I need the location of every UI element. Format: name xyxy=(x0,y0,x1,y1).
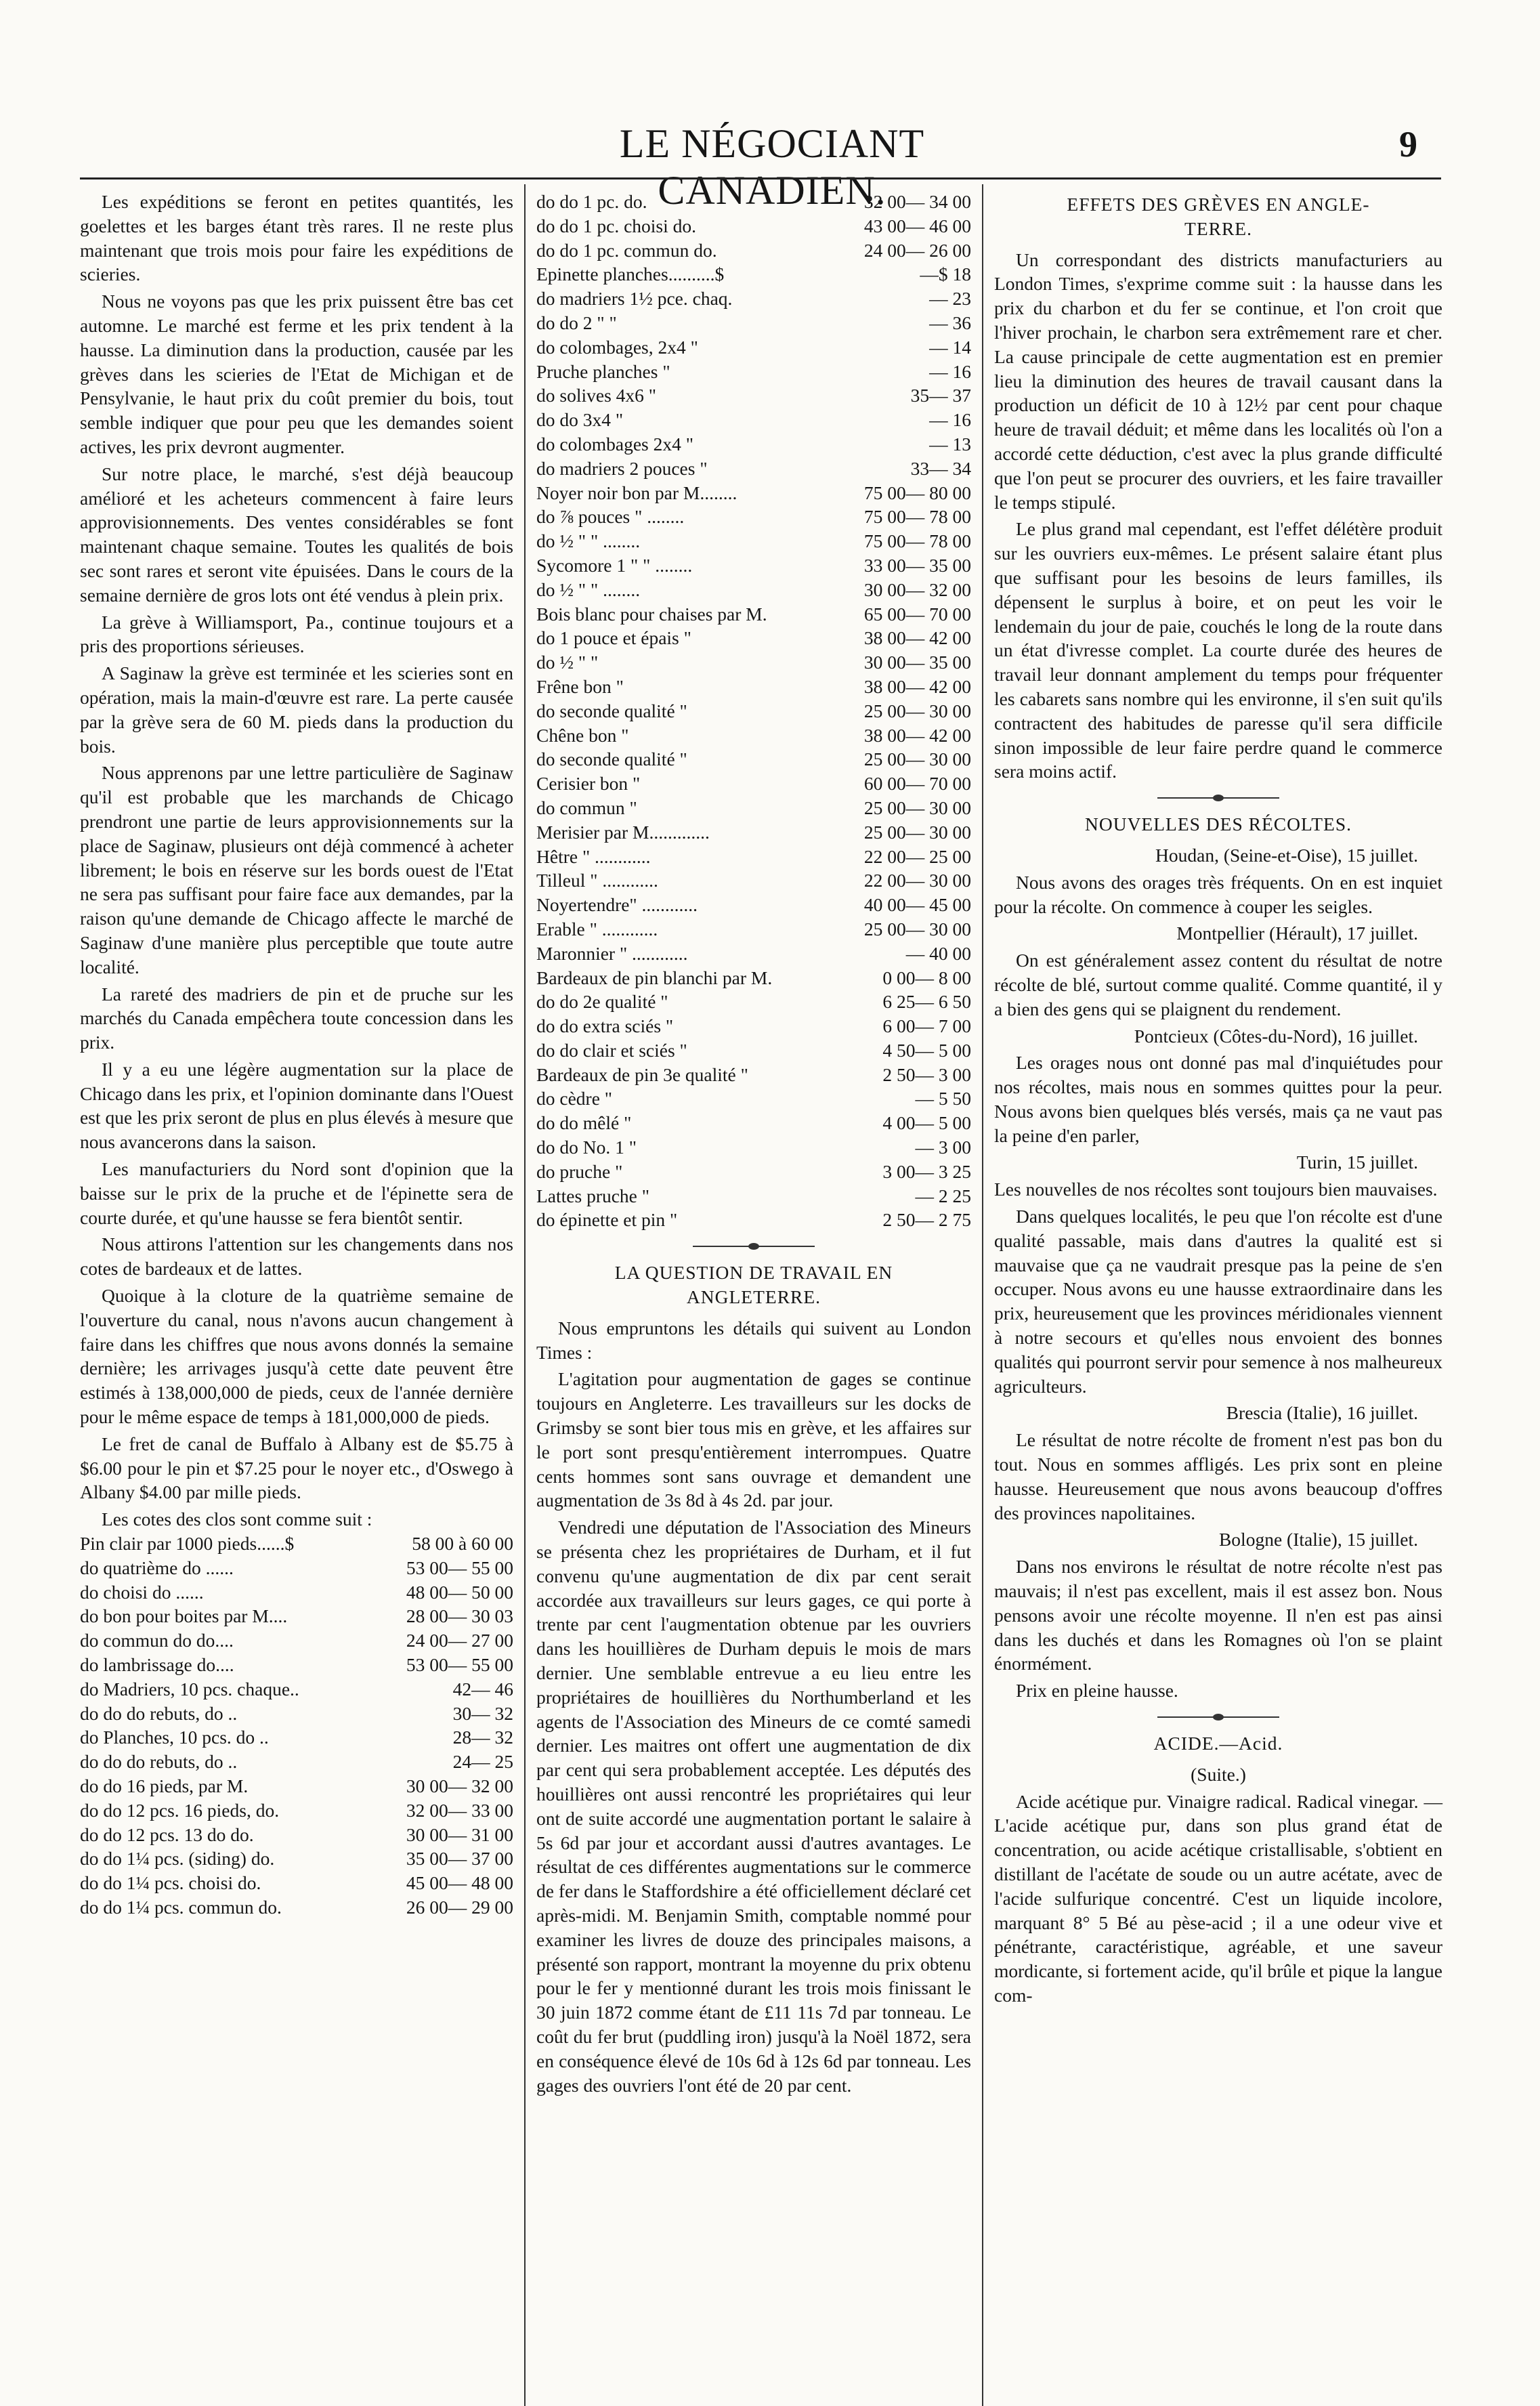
price-row xyxy=(80,1580,513,1605)
price-value: — 16 xyxy=(929,360,971,382)
price-value: — 13 xyxy=(929,433,971,455)
price-value: 25 00— 30 00 xyxy=(863,797,971,818)
price-value: 26 00— 29 00 xyxy=(406,1896,513,1918)
paragraph: La grève à Williamsport, Pa., continue toujours et a pris des proportions sérieuses. xyxy=(80,611,513,657)
price-value: — 2 25 xyxy=(915,1185,971,1206)
price-item: do ½ " " ........ xyxy=(536,578,641,600)
heading-line: LA QUESTION DE TRAVAIL EN xyxy=(614,1262,893,1284)
column-3 xyxy=(994,190,1442,2008)
heading-line: TERRE. xyxy=(1184,217,1252,239)
price-row xyxy=(536,578,971,602)
paragraph: Nous empruntons les détails qui suivent au London Times : xyxy=(536,1317,971,1363)
price-item: do do No. 1 " xyxy=(536,1137,637,1158)
price-row xyxy=(536,335,971,360)
price-table-bois xyxy=(536,190,971,1232)
price-item: do madriers 2 pouces " xyxy=(536,457,708,479)
price-row xyxy=(80,1532,513,1556)
price-item: do ½ " " ........ xyxy=(536,530,641,552)
price-row xyxy=(80,1628,513,1653)
price-value: 30 00— 31 00 xyxy=(406,1823,513,1845)
price-row xyxy=(536,457,971,481)
paragraph: Les expéditions se feront en petites quantités, les goelettes et les barges étant très rares. Il ne reste plus maintenant que trois mois pour faire les expéditions de scieries. xyxy=(80,191,513,285)
price-row xyxy=(536,893,971,917)
price-item: Chêne bon " xyxy=(536,724,629,746)
price-value: 35— 37 xyxy=(910,385,971,406)
paragraph: Dans quelques localités, le peu que l'on récolte est d'une qualité passable, mais dans d'autres la qualité est si mauvaise que ça ne vaudrait presque pas la peine de s'en occuper. Nous avons eu une hausse extraordinaire dans les prix, heureusement que les provinces méridionales viennent à notre secours et qu'elles nous envoient des bonnes qualités qui pourront servir pour semence à nos malheureux agriculteurs. xyxy=(994,1206,1442,1397)
price-row xyxy=(80,1702,513,1726)
price-item: do cèdre " xyxy=(536,1088,613,1110)
paragraph: Nous ne voyons pas que les prix puissent être bas cet automne. Le marché est ferme et les prix tendent à la hausse. La diminution dans la production, causée par les grèves dans les scieries de l'Etat de Michigan et de Pensylvanie, le haut prix du coût premier du bois, tout semble indiquer que pour peu que les demandes soient actives, les prix devront augmenter. xyxy=(80,291,513,457)
dateline: Pontcieux (Côtes-du-Nord), 16 juillet. xyxy=(1134,1025,1418,1047)
price-item: do colombages 2x4 " xyxy=(536,433,693,455)
price-row xyxy=(536,650,971,675)
paragraph: Prix en pleine hausse. xyxy=(1016,1680,1178,1702)
column-2 xyxy=(536,190,971,2097)
price-row xyxy=(80,1604,513,1628)
paragraph: La rareté des madriers de pin et de pruche sur les marchés du Canada empêchera toute concession dans les prix. xyxy=(80,983,513,1053)
price-value: 24— 25 xyxy=(452,1751,513,1773)
price-row xyxy=(536,214,971,238)
paragraph: Le résultat de notre récolte de froment n'est pas bon du tout. Nous en sommes affligés. Les prix sont en pleine hausse. Heureusement que nous avons beaucoup d'offres des provinces napolitaines. xyxy=(994,1429,1442,1523)
price-item: do choisi do ...... xyxy=(80,1581,204,1603)
price-item: do do do rebuts, do .. xyxy=(80,1702,238,1724)
page-number: 9 xyxy=(1399,124,1417,165)
paragraph: Les cotes des clos sont comme suit : xyxy=(102,1508,372,1530)
price-value: 3 00— 3 25 xyxy=(882,1160,971,1182)
dateline: Houdan, (Seine-et-Oise), 15 juillet. xyxy=(1155,844,1418,866)
price-row xyxy=(536,360,971,384)
paragraph: Vendredi une députation de l'Association des Mineurs se présenta chez les propriétaires de Durham, et il fut convenu qu'une augmentation de dix par cent serait accordée aux travailleurs sur leurs gages, ce qui porte à trente par cent l'augmentation obtenue par les ouvriers dans les houillières de Durham depuis le mois de mars dernier. Une semblable entrevue a eu lieu entre les propriétaires de houillières du Northumberland et les agents de l'Association des Mineurs de ce comté samedi dernier. Les maitres ont offert une augmentation de dix par cent qui sera probablement acceptée. Les députés des houillières ont aussi rencontré les propriétaires qui leur ont de suite accordé une augmentation portant le salaire à 5s 6d par jour et accordant aussi d'autres avantages. Le résultat de ces différentes augmentations sur le commerce de fer dans le Staffordshire a été officiellement déclaré cet après-midi. M. Benjamin Smith, comptable nommé pour examiner les livres de douze des principales maisons, a présenté son rapport, montrant la moyenne du prix obtenu pour le fer y mentionné durant les trois mois finissant le 30 juin 1872 comme étant de £11 11s 7d par tonneau. Le coût du fer brut (puddling iron) jusqu'à la Noël 1872, sera en conséquence élevé de 10s 6d à 12s 6d par tonneau. Les gages des ouvriers l'ont été de 20 par cent. xyxy=(536,1517,971,2096)
price-item: do do 2e qualité " xyxy=(536,991,668,1013)
price-item: Merisier par M............. xyxy=(536,821,710,843)
paragraph: A Saginaw la grève est terminée et les scieries sont en opération, mais la main-d'œuvre est rare. La perte causée par la grève sera de 60 M. pieds dans la production du bois. xyxy=(80,662,513,757)
paragraph: Le plus grand mal cependant, est l'effet délétère produit sur les ouvriers eux-mêmes. Le présent salaire étant plus que suffisant pour les besoins de leurs familles, ils dépensent le surplus à boire, et on peut les voir le lendemain du jour de paie, couchés le long de la route dans un état d'ivresse complet. La courte durée des heures de travail leur donnant amplement du temps pour fréquenter les cabarets sans nombre qui les environne, il s'en suit qu'ils contractent des habitudes de paresse qu'il sera difficile sinon impossible de leur faire perdre quand le commerce sera moins actif. xyxy=(994,518,1442,782)
price-item: do do 1 pc. choisi do. xyxy=(536,215,697,236)
price-item: Epinette planches..........$ xyxy=(536,263,725,285)
price-value: 24 00— 27 00 xyxy=(406,1630,513,1651)
price-row xyxy=(536,1135,971,1160)
price-item: do do 1¼ pcs. commun do. xyxy=(80,1896,282,1918)
price-item: Maronnier " ............ xyxy=(536,942,688,964)
price-value: 32 00— 33 00 xyxy=(406,1799,513,1821)
price-value: 75 00— 78 00 xyxy=(863,530,971,552)
paragraph: Nous apprenons par une lettre particulière de Saginaw qu'il est probable que les marchands de Chicago prendront une partie de leurs approvisionnements sur la place de Saginaw, plusieurs ont déjà commencé à acheter librement; le bois en réserve sur les bords ouest de l'Etat ne sera pas suffisant pour faire face aux demandes, par la raison qu'une demande de Chicago affecte le marché de Saginaw d'une manière plus perceptible que toute autre localité. xyxy=(80,762,513,977)
price-item: do 1 pouce et épais " xyxy=(536,627,691,649)
price-item: do ⅞ pouces " ........ xyxy=(536,506,685,528)
price-row xyxy=(536,287,971,311)
price-value: 75 00— 80 00 xyxy=(863,482,971,503)
price-row xyxy=(536,990,971,1014)
price-row xyxy=(80,1774,513,1798)
paragraph: Nous avons des orages très fréquents. On en est inquiet pour la récolte. On commence à couper les seigles. xyxy=(994,871,1442,917)
price-item: Pruche planches " xyxy=(536,360,670,382)
price-value: — 36 xyxy=(929,312,971,333)
price-value: 35 00— 37 00 xyxy=(406,1848,513,1870)
price-item: do do clair et sciés " xyxy=(536,1039,687,1061)
price-value: 25 00— 30 00 xyxy=(863,821,971,843)
price-value: 2 50— 2 75 xyxy=(882,1209,971,1231)
price-value: 45 00— 48 00 xyxy=(406,1872,513,1894)
price-value: 6 25— 6 50 xyxy=(882,991,971,1013)
price-item: do do 12 pcs. 13 do do. xyxy=(80,1823,254,1845)
price-row xyxy=(536,383,971,408)
price-item: do commun " xyxy=(536,797,637,818)
paragraph: Nous attirons l'attention sur les changements dans nos cotes de bardeaux et de lattes. xyxy=(80,1233,513,1280)
price-row xyxy=(80,1823,513,1847)
price-item: do do 2 " " xyxy=(536,312,617,333)
price-value: 38 00— 42 00 xyxy=(863,724,971,746)
price-row xyxy=(536,1014,971,1038)
price-row xyxy=(536,1086,971,1111)
price-value: 25 00— 30 00 xyxy=(863,748,971,770)
paragraph: Sur notre place, le marché, s'est déjà beaucoup amélioré et les acheteurs commencent à faire leurs approvisionnements. Des ventes considérables se font maintenant chaque semaine. Toutes les qualités de bois sec sont rares et seront vite épuisées. Dans le cours de la semaine dernière de gros lots ont été vendus à plein prix. xyxy=(80,463,513,606)
price-row xyxy=(536,432,971,457)
price-value: 38 00— 42 00 xyxy=(863,627,971,649)
price-item: do do 1¼ pcs. choisi do. xyxy=(80,1872,261,1894)
price-item: do do 16 pieds, par M. xyxy=(80,1775,249,1796)
price-value: 53 00— 55 00 xyxy=(406,1557,513,1578)
heading-line: EFFETS DES GRÈVES EN ANGLE- xyxy=(1067,194,1370,215)
price-value: 32 00— 34 00 xyxy=(863,191,971,212)
price-row xyxy=(80,1556,513,1580)
section-separator xyxy=(1157,1716,1279,1718)
price-value: 30 00— 35 00 xyxy=(863,652,971,673)
price-row xyxy=(80,1725,513,1750)
price-value: 30 00— 32 00 xyxy=(406,1775,513,1796)
article-heading xyxy=(994,192,1442,241)
paragraph: Il y a eu une légère augmentation sur la place de Chicago dans les prix, et l'opinion dominante dans l'Ouest est que les prix seront de plus en plus élevés à mesure que nous avancerons dans la saison. xyxy=(80,1058,513,1153)
article-heading xyxy=(536,1261,971,1309)
price-row xyxy=(536,408,971,432)
price-value: 33 00— 35 00 xyxy=(863,554,971,576)
price-value: 25 00— 30 00 xyxy=(863,918,971,940)
price-value: 2 50— 3 00 xyxy=(882,1063,971,1085)
dateline: Montpellier (Hérault), 17 juillet. xyxy=(1176,923,1418,944)
price-row xyxy=(80,1677,513,1702)
price-row xyxy=(536,966,971,990)
price-value: — 14 xyxy=(929,336,971,358)
price-row xyxy=(80,1798,513,1823)
price-row xyxy=(536,747,971,772)
price-value: 48 00— 50 00 xyxy=(406,1581,513,1603)
price-item: do do 1 pc. commun do. xyxy=(536,239,717,261)
section-separator xyxy=(693,1246,815,1247)
price-item: Bardeaux de pin 3e qualité " xyxy=(536,1063,748,1085)
price-item: Tilleul " ............ xyxy=(536,870,658,891)
price-value: 65 00— 70 00 xyxy=(863,603,971,625)
price-value: 4 00— 5 00 xyxy=(882,1112,971,1134)
price-row xyxy=(536,796,971,820)
price-row xyxy=(536,917,971,942)
price-item: Lattes pruche " xyxy=(536,1185,649,1206)
price-row xyxy=(536,553,971,578)
price-value: 28— 32 xyxy=(452,1727,513,1748)
price-value: 4 50— 5 00 xyxy=(882,1039,971,1061)
dateline: Brescia (Italie), 16 juillet. xyxy=(1226,1402,1418,1424)
price-item: do do 12 pcs. 16 pieds, do. xyxy=(80,1799,280,1821)
paragraph: Quoique à la cloture de la quatrième semaine de l'ouverture du canal, nous n'avons aucun changement à faire dans les chiffres que nous avons donnés la semaine dernière; les arrivages jusqu'à cette date peuvent être estimés à 138,000,000 de pieds, ceux de l'année dernière pour le même espace de temps à 181,000,000 de pieds. xyxy=(80,1285,513,1428)
price-item: Bois blanc pour chaises par M. xyxy=(536,603,767,625)
page-title: LE NÉGOCIANT CANADIEN. xyxy=(619,121,925,213)
price-row xyxy=(80,1895,513,1920)
price-item: do commun do do.... xyxy=(80,1630,234,1651)
price-row xyxy=(536,675,971,699)
paragraph: Les orages nous ont donné pas mal d'inquiétudes pour nos récoltes, mais nous en sommes quittes pour la peur. Nous avons bien quelques blés versés, mais ça ne vaut pas la peine d'en parler, xyxy=(994,1052,1442,1146)
price-value: — 3 00 xyxy=(915,1137,971,1158)
paragraph: Le fret de canal de Buffalo à Albany est de $5.75 à $6.00 pour le pin et $7.25 pour le noyer etc., d'Oswego à Albany $4.00 par mille pieds. xyxy=(80,1433,513,1503)
price-value: 43 00— 46 00 xyxy=(863,215,971,236)
price-value: 22 00— 25 00 xyxy=(863,845,971,867)
price-item: do bon pour boites par M.... xyxy=(80,1605,288,1627)
price-row xyxy=(536,262,971,287)
price-item: do seconde qualité " xyxy=(536,700,687,721)
paragraph: Un correspondant des districts manufacturiers au London Times, s'exprime comme suit : la hausse dans les prix du charbon et du fer se continue, et l'on croit que l'hiver prochain, le charbon sera extrêmement rare et cher. La cause principale de cette augmentation est en premier lieu la diminution des heures de travail causant dans la production un déficit de 10 à 12½ par cent pour chaque heure de travail déduit; et même dans les localités où l'on a accordé cette déduction, c'est avec la plus grande difficulté que l'on peut se procurer des ouvriers, et les faire travailler le temps stipulé. xyxy=(994,249,1442,513)
section-separator xyxy=(1157,797,1279,799)
price-table-clos xyxy=(80,1532,513,1920)
dateline: Turin, 15 juillet. xyxy=(1296,1152,1418,1173)
price-value: 60 00— 70 00 xyxy=(863,773,971,795)
price-item: Noyer noir bon par M........ xyxy=(536,482,737,503)
paragraph: On est généralement assez content du résultat de notre récolte de blé, surtout comme qualité. Comme quantité, il y a bien des gens qui se plaignent du rendement. xyxy=(994,950,1442,1019)
price-item: do Planches, 10 pcs. do .. xyxy=(80,1727,269,1748)
price-value: 6 00— 7 00 xyxy=(882,1015,971,1037)
price-row xyxy=(536,311,971,335)
paragraph: L'agitation pour augmentation de gages se continue toujours en Angleterre. Les travailleurs sur les docks de Grimsby se sont bier tous mis en grève, et les affaires sur le port sont presqu'entièrement interrompues. Quatre cents hommes sont sans ouvrage et demandent une augmentation de 3s 8d à 4s 2d. par jour. xyxy=(536,1368,971,1511)
price-item: do madriers 1½ pce. chaq. xyxy=(536,288,733,310)
price-row xyxy=(536,845,971,869)
paragraph: Les nouvelles de nos récoltes sont toujours bien mauvaises. xyxy=(994,1179,1438,1200)
price-value: 25 00— 30 00 xyxy=(863,700,971,721)
price-item: do épinette et pin " xyxy=(536,1209,678,1231)
price-row xyxy=(536,505,971,529)
price-value: 38 00— 42 00 xyxy=(863,675,971,697)
price-row xyxy=(536,942,971,966)
paragraph: Acide acétique pur. Vinaigre radical. Radical vinegar. — L'acide acétique pur, dans son plus grand état de concentration, ou acide acétique cristallisable, s'obtient en distillant de l'acétate de soude ou un autre acétate, avec de l'acide sulfurique concentré. C'est un liquide incolore, marquant 8° 5 Bé au pèse-acid ; il a une odeur vive et pénétrante, caractéristique, agréable, et une saveur mordicante, si fortement acide, qu'il brûle et pique la langue com- xyxy=(994,1790,1442,2006)
price-row xyxy=(536,1063,971,1087)
price-value: 58 00 à 60 00 xyxy=(412,1533,513,1555)
price-row xyxy=(536,529,971,553)
price-item: do do extra sciés " xyxy=(536,1015,674,1037)
column-divider-2 xyxy=(982,184,983,2406)
price-row xyxy=(536,481,971,505)
price-value: 42— 46 xyxy=(452,1678,513,1700)
price-row xyxy=(80,1750,513,1774)
subheading: (Suite.) xyxy=(1191,1763,1246,1785)
price-item: Hêtre " ............ xyxy=(536,845,651,867)
paragraph: Les manufacturiers du Nord sont d'opinion que la baisse sur le prix de la pruche et de l'épinette sera de courte durée, et qu'une hausse se fera bientôt sentir. xyxy=(80,1158,513,1228)
price-item: Frêne bon " xyxy=(536,675,624,697)
price-item: Erable " ............ xyxy=(536,918,658,940)
price-row xyxy=(536,626,971,650)
price-item: do seconde qualité " xyxy=(536,748,687,770)
price-item: do do 1¼ pcs. (siding) do. xyxy=(80,1848,275,1870)
price-item: do colombages, 2x4 " xyxy=(536,336,698,358)
price-item: do Madriers, 10 pcs. chaque.. xyxy=(80,1678,299,1700)
price-item: Cerisier bon " xyxy=(536,773,641,795)
price-value: — 40 00 xyxy=(905,942,971,964)
price-row xyxy=(536,1160,971,1184)
price-row xyxy=(536,868,971,893)
article-heading: ACIDE.—Acid. xyxy=(1153,1733,1283,1754)
price-item: do lambrissage do.... xyxy=(80,1654,234,1676)
article-heading: NOUVELLES DES RÉCOLTES. xyxy=(1084,814,1352,835)
column-1 xyxy=(80,190,513,1920)
price-item: do do 1 pc. do. xyxy=(536,191,647,212)
heading-line: ANGLETERRE. xyxy=(686,1286,821,1308)
price-value: 40 00— 45 00 xyxy=(863,894,971,916)
price-row xyxy=(536,723,971,748)
price-row xyxy=(536,1038,971,1063)
price-item: do do mêlé " xyxy=(536,1112,632,1134)
price-row xyxy=(80,1653,513,1677)
price-item: do pruche " xyxy=(536,1160,623,1182)
price-value: 53 00— 55 00 xyxy=(406,1654,513,1676)
price-row xyxy=(536,820,971,845)
price-value: 28 00— 30 03 xyxy=(406,1605,513,1627)
price-value: — 23 xyxy=(929,288,971,310)
price-item: Bardeaux de pin blanchi par M. xyxy=(536,967,773,988)
price-item: do solives 4x6 " xyxy=(536,385,656,406)
price-row xyxy=(536,699,971,723)
price-value: 30— 32 xyxy=(452,1702,513,1724)
price-item: do ½ " " xyxy=(536,652,599,673)
price-row xyxy=(80,1871,513,1895)
price-row xyxy=(536,1208,971,1232)
price-value: 22 00— 30 00 xyxy=(863,870,971,891)
dateline: Bologne (Italie), 15 juillet. xyxy=(1218,1529,1418,1550)
column-divider-1 xyxy=(524,184,526,2406)
price-row xyxy=(536,772,971,796)
price-value: 24 00— 26 00 xyxy=(863,239,971,261)
price-row xyxy=(536,190,971,214)
price-row xyxy=(536,602,971,627)
price-value: 33— 34 xyxy=(910,457,971,479)
price-item: Noyertendre" ............ xyxy=(536,894,698,916)
price-value: 75 00— 78 00 xyxy=(863,506,971,528)
price-row xyxy=(536,1184,971,1208)
paragraph: Dans nos environs le résultat de notre récolte n'est pas mauvais; il n'est pas excellent, mais il est assez bon. Nous pensons avoir une récolte moyenne. Il n'en est pas ainsi dans les duchés et dans les Romagnes où l'on se plaint énormément. xyxy=(994,1556,1442,1674)
price-value: —$ 18 xyxy=(920,263,971,285)
price-item: do quatrième do ...... xyxy=(80,1557,234,1578)
price-value: — 16 xyxy=(929,409,971,431)
price-row xyxy=(536,238,971,263)
price-row xyxy=(80,1846,513,1871)
price-value: 0 00— 8 00 xyxy=(882,967,971,988)
price-value: — 5 50 xyxy=(915,1088,971,1110)
price-item: do do 3x4 " xyxy=(536,409,624,431)
price-item: Pin clair par 1000 pieds......$ xyxy=(80,1533,295,1555)
price-item: Sycomore 1 " " ........ xyxy=(536,554,693,576)
price-value: 30 00— 32 00 xyxy=(863,578,971,600)
header-rule xyxy=(80,177,1441,180)
price-item: do do do rebuts, do .. xyxy=(80,1751,238,1773)
price-row xyxy=(536,1111,971,1135)
